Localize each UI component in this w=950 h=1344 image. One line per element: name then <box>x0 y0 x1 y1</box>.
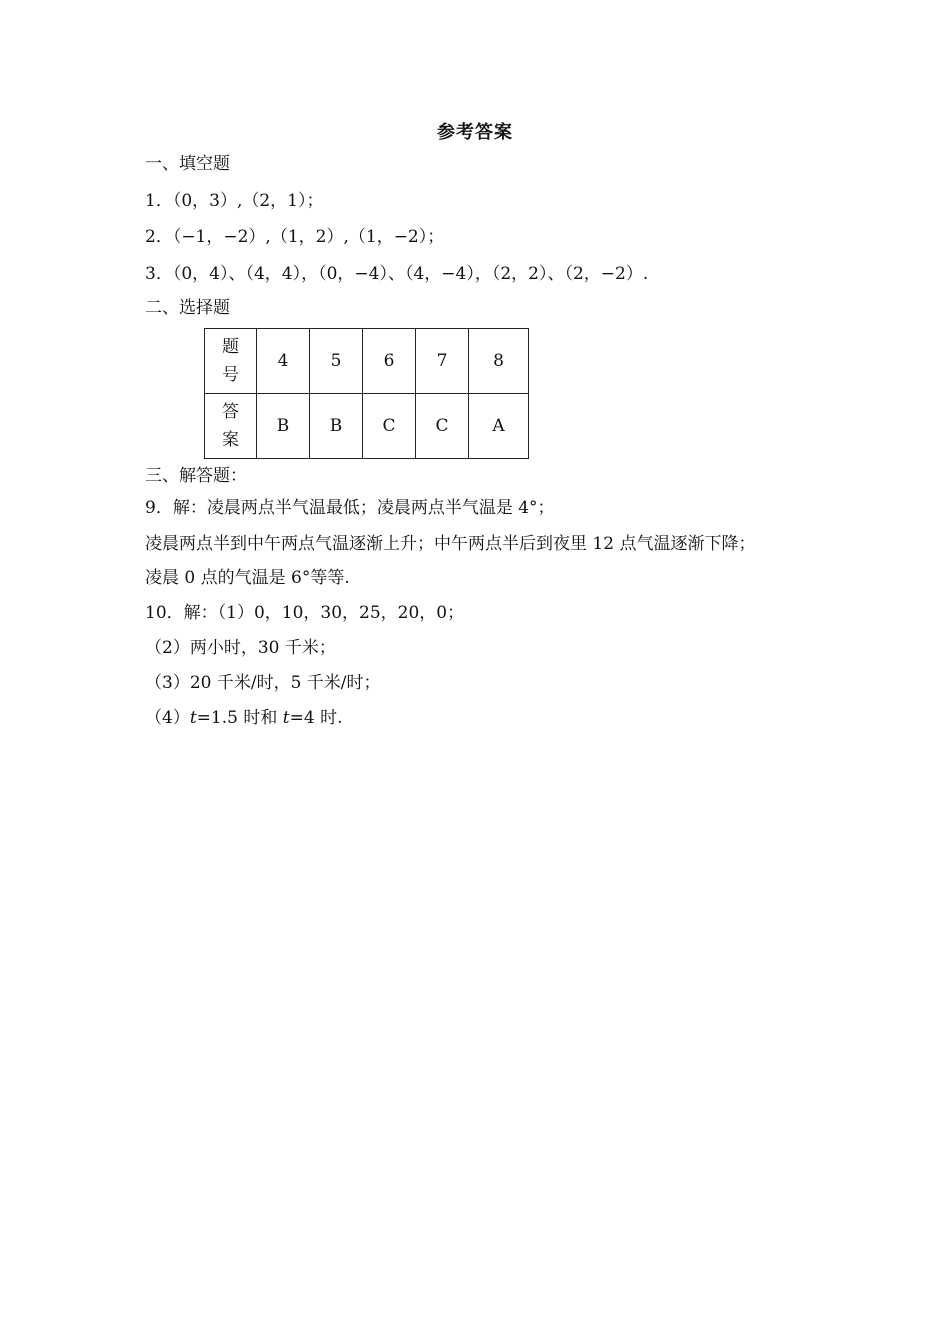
q10-line4-mid: =1.5 时和 <box>196 708 283 728</box>
header-char: 号 <box>222 365 239 385</box>
table-row-answers <box>205 394 529 459</box>
table-cell-number: 7 <box>416 329 469 394</box>
table-cell-answer: C <box>416 394 469 459</box>
table-cell-answer: B <box>310 394 363 459</box>
section-solve-heading: 三、解答题： <box>145 466 247 486</box>
choice-answer-table <box>204 328 529 459</box>
q9-answer-line-2: 凌晨两点半到中午两点气温逐渐上升；中午两点半后到夜里 12 点气温逐渐下降； <box>145 534 756 554</box>
q9-answer-line-3: 凌晨 0 点的气温是 6°等等. <box>145 568 350 588</box>
table-cell-number: 5 <box>310 329 363 394</box>
table-row-numbers <box>205 329 529 394</box>
table-cell-answer: A <box>469 394 529 459</box>
q10-answer-line-4 <box>145 707 342 729</box>
section-choice-heading: 二、选择题 <box>145 298 230 318</box>
table-cell-number: 6 <box>363 329 416 394</box>
table-cell-number: 4 <box>257 329 310 394</box>
header-char: 题 <box>222 337 239 357</box>
q9-answer-line-1: 9．解：凌晨两点半气温最低；凌晨两点半气温是 4°； <box>145 498 555 518</box>
q10-answer-line-3: （3）20 千米/时，5 千米/时； <box>145 673 381 693</box>
section-fill-heading: 一、填空题 <box>145 154 230 174</box>
table-header-answer <box>205 394 257 459</box>
variable-t: t <box>189 708 197 728</box>
fill-answer-1: 1．（0，3）,（2，1）； <box>145 191 324 211</box>
header-char: 案 <box>222 430 239 450</box>
table-cell-answer: C <box>363 394 416 459</box>
table-cell-number: 8 <box>469 329 529 394</box>
q10-answer-line-1: 10．解：（1）0，10，30，25，20，0； <box>145 603 465 623</box>
variable-t: t <box>282 708 290 728</box>
table-cell-answer: B <box>257 394 310 459</box>
q10-line4-suffix: =4 时. <box>289 708 343 728</box>
table-header-question-number <box>205 329 257 394</box>
page-title: 参考答案 <box>437 122 513 143</box>
fill-answer-2: 2．（−1，−2）,（1，2）,（1，−2）； <box>145 227 445 247</box>
q10-answer-line-2: （2）两小时，30 千米； <box>145 638 336 658</box>
fill-answer-3: 3．（0，4）、（4，4），（0，−4）、（4，−4），（2，2）、（2，−2）. <box>145 264 649 284</box>
header-char: 答 <box>222 402 239 422</box>
q10-line4-prefix: （4） <box>145 708 190 728</box>
